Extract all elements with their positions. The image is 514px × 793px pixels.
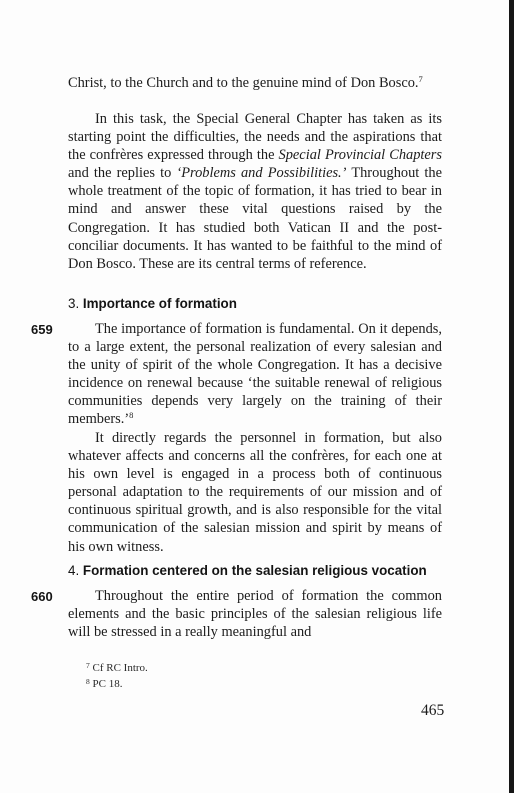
section-number: 3. xyxy=(68,296,80,311)
paragraph-text: and the replies to xyxy=(68,165,177,182)
paragraph-vocation xyxy=(68,587,442,641)
paragraph-text: The importance of formation is fundamental. On it depends, to a large extent, the personal realization of every salesian and the unity of spirit of the whole Congregation. It has a decisive incidence on renewal because ‘the suitable renewal of religious communities depends very largely on the training of their members.’ xyxy=(68,321,442,428)
paragraph-text: Christ, to the Church and to the genuine mind of Don Bosco. xyxy=(68,75,419,91)
page-edge-shadow xyxy=(509,0,514,793)
footnote-text: Cf RC Intro. xyxy=(92,662,148,674)
paragraph-text: Throughout the entire period of formation the common elements and the basic principles of the salesian religious life will be stressed in a really meaningful and xyxy=(68,588,442,641)
footnote-text: PC 18. xyxy=(92,678,123,690)
italic-term: ‘Problems and Possibilities.’ xyxy=(176,165,347,182)
margin-number: 660 xyxy=(31,589,53,604)
footnote-mark: 7 xyxy=(86,661,90,670)
paragraph-personnel xyxy=(68,429,442,556)
paragraph-intro-end xyxy=(68,74,442,92)
paragraph-importance xyxy=(68,320,442,429)
footnote-mark: 8 xyxy=(86,677,90,686)
section-title: Importance of formation xyxy=(82,296,237,311)
footnote-ref: 7 xyxy=(418,74,423,84)
paragraph-sources xyxy=(68,110,442,273)
section-title: Formation centered on the salesian religious vocation xyxy=(82,563,427,578)
margin-number: 659 xyxy=(31,322,53,337)
section-heading-4 xyxy=(68,562,427,579)
italic-term: Special Provincial Chapters xyxy=(278,147,442,164)
paragraph-text: Throughout the whole treatment of the topic of formation, it has tried to bear in mind and answer these vital questions raised by the Congregation. It has studied both Vatican II and the post-conciliar documents. It has wanted to be faithful to the mind of Don Bosco. These are its central terms of reference. xyxy=(68,165,442,272)
footnote xyxy=(86,677,122,692)
footnote-ref: 8 xyxy=(129,410,134,421)
footnote xyxy=(86,661,148,676)
paragraph-text: It directly regards the personnel in formation, but also whatever affects and concerns all the confrères, for each one at his own level is engaged in a process both of continuous personal adaptation to the requirements of our mission and of continuous spiritual growth, and is also responsible for the vital communication of the salesian mission and spirit by means of his own witness. xyxy=(68,430,442,555)
page-number: 465 xyxy=(421,702,445,719)
section-number: 4. xyxy=(68,563,80,578)
paragraph-text: In this task, the Special General Chapter has taken as its starting point the difficulties, the needs and the aspirations that the confrères expressed through the xyxy=(68,111,442,164)
section-heading-3 xyxy=(68,295,237,312)
